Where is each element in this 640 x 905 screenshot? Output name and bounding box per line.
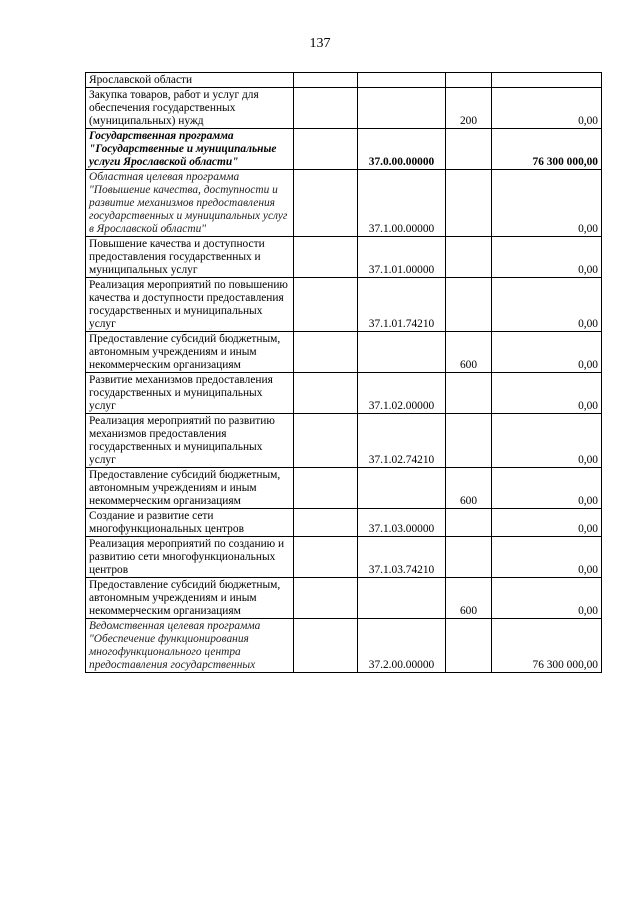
row-code: 37.1.01.00000 bbox=[358, 237, 446, 278]
row-name: Государственная программа "Государственные и муниципальные услуги Ярославской области" bbox=[86, 129, 294, 170]
row-kind bbox=[446, 278, 492, 332]
row-sum: 0,00 bbox=[492, 468, 602, 509]
row-sum: 0,00 bbox=[492, 578, 602, 619]
table-row bbox=[86, 578, 602, 619]
table-row bbox=[86, 237, 602, 278]
row-name: Предоставление субсидий бюджетным, автономным учреждениям и иным некоммерческим организациям bbox=[86, 332, 294, 373]
blank-cell bbox=[294, 237, 358, 278]
row-kind: 600 bbox=[446, 578, 492, 619]
row-sum: 0,00 bbox=[492, 237, 602, 278]
row-name: Создание и развитие сети многофункциональных центров bbox=[86, 509, 294, 537]
budget-table bbox=[85, 72, 602, 673]
blank-cell bbox=[294, 468, 358, 509]
blank-cell bbox=[294, 537, 358, 578]
row-sum: 0,00 bbox=[492, 509, 602, 537]
blank-cell bbox=[294, 619, 358, 673]
row-code: 37.1.00.00000 bbox=[358, 170, 446, 237]
row-sum: 0,00 bbox=[492, 88, 602, 129]
row-sum: 0,00 bbox=[492, 414, 602, 468]
blank-cell bbox=[294, 332, 358, 373]
row-kind: 600 bbox=[446, 468, 492, 509]
table-row bbox=[86, 509, 602, 537]
row-sum: 0,00 bbox=[492, 170, 602, 237]
row-sum: 0,00 bbox=[492, 537, 602, 578]
blank-cell bbox=[294, 578, 358, 619]
row-name: Реализация мероприятий по созданию и развитию сети многофункциональных центров bbox=[86, 537, 294, 578]
budget-table-body bbox=[86, 73, 602, 673]
row-kind: 600 bbox=[446, 332, 492, 373]
row-sum: 76 300 000,00 bbox=[492, 619, 602, 673]
table-row bbox=[86, 537, 602, 578]
row-kind: 200 bbox=[446, 88, 492, 129]
row-sum: 76 300 000,00 bbox=[492, 129, 602, 170]
row-sum: 0,00 bbox=[492, 373, 602, 414]
row-name: Областная целевая программа "Повышение качества, доступности и развитие механизмов предоставления государственных и муниципальных услуг в Ярославской области" bbox=[86, 170, 294, 237]
row-kind bbox=[446, 509, 492, 537]
row-name: Повышение качества и доступности предоставления государственных и муниципальных услуг bbox=[86, 237, 294, 278]
row-name: Развитие механизмов предоставления государственных и муниципальных услуг bbox=[86, 373, 294, 414]
table-row bbox=[86, 373, 602, 414]
row-code bbox=[358, 578, 446, 619]
row-name: Предоставление субсидий бюджетным, автономным учреждениям и иным некоммерческим организациям bbox=[86, 468, 294, 509]
row-code: 37.2.00.00000 bbox=[358, 619, 446, 673]
row-sum: 0,00 bbox=[492, 278, 602, 332]
row-name: Предоставление субсидий бюджетным, автономным учреждениям и иным некоммерческим организациям bbox=[86, 578, 294, 619]
row-kind bbox=[446, 129, 492, 170]
blank-cell bbox=[294, 509, 358, 537]
page-number: 137 bbox=[309, 36, 331, 51]
row-sum: 0,00 bbox=[492, 332, 602, 373]
row-code bbox=[358, 73, 446, 88]
row-name: Ведомственная целевая программа "Обеспечение функционирования многофункционального центра предоставления государственных bbox=[86, 619, 294, 673]
row-code: 37.1.02.74210 bbox=[358, 414, 446, 468]
blank-cell bbox=[294, 278, 358, 332]
row-sum bbox=[492, 73, 602, 88]
row-kind bbox=[446, 237, 492, 278]
blank-cell bbox=[294, 129, 358, 170]
row-name: Закупка товаров, работ и услуг для обеспечения государственных (муниципальных) нужд bbox=[86, 88, 294, 129]
table-row bbox=[86, 88, 602, 129]
table-row bbox=[86, 619, 602, 673]
row-name: Реализация мероприятий по развитию механизмов предоставления государственных и муниципальных услуг bbox=[86, 414, 294, 468]
row-code bbox=[358, 332, 446, 373]
row-name: Реализация мероприятий по повышению качества и доступности предоставления государственных и муниципальных услуг bbox=[86, 278, 294, 332]
row-code: 37.1.02.00000 bbox=[358, 373, 446, 414]
table-row bbox=[86, 73, 602, 88]
row-name: Ярославской области bbox=[86, 73, 294, 88]
row-kind bbox=[446, 170, 492, 237]
table-row bbox=[86, 332, 602, 373]
row-kind bbox=[446, 373, 492, 414]
row-code: 37.0.00.00000 bbox=[358, 129, 446, 170]
row-code: 37.1.03.74210 bbox=[358, 537, 446, 578]
table-row bbox=[86, 129, 602, 170]
row-kind bbox=[446, 414, 492, 468]
table-row bbox=[86, 468, 602, 509]
table-row bbox=[86, 278, 602, 332]
row-kind bbox=[446, 619, 492, 673]
blank-cell bbox=[294, 170, 358, 237]
blank-cell bbox=[294, 414, 358, 468]
row-code bbox=[358, 88, 446, 129]
table-row bbox=[86, 170, 602, 237]
blank-cell bbox=[294, 73, 358, 88]
row-kind bbox=[446, 73, 492, 88]
table-row bbox=[86, 414, 602, 468]
row-kind bbox=[446, 537, 492, 578]
row-code: 37.1.01.74210 bbox=[358, 278, 446, 332]
blank-cell bbox=[294, 88, 358, 129]
row-code bbox=[358, 468, 446, 509]
row-code: 37.1.03.00000 bbox=[358, 509, 446, 537]
blank-cell bbox=[294, 373, 358, 414]
